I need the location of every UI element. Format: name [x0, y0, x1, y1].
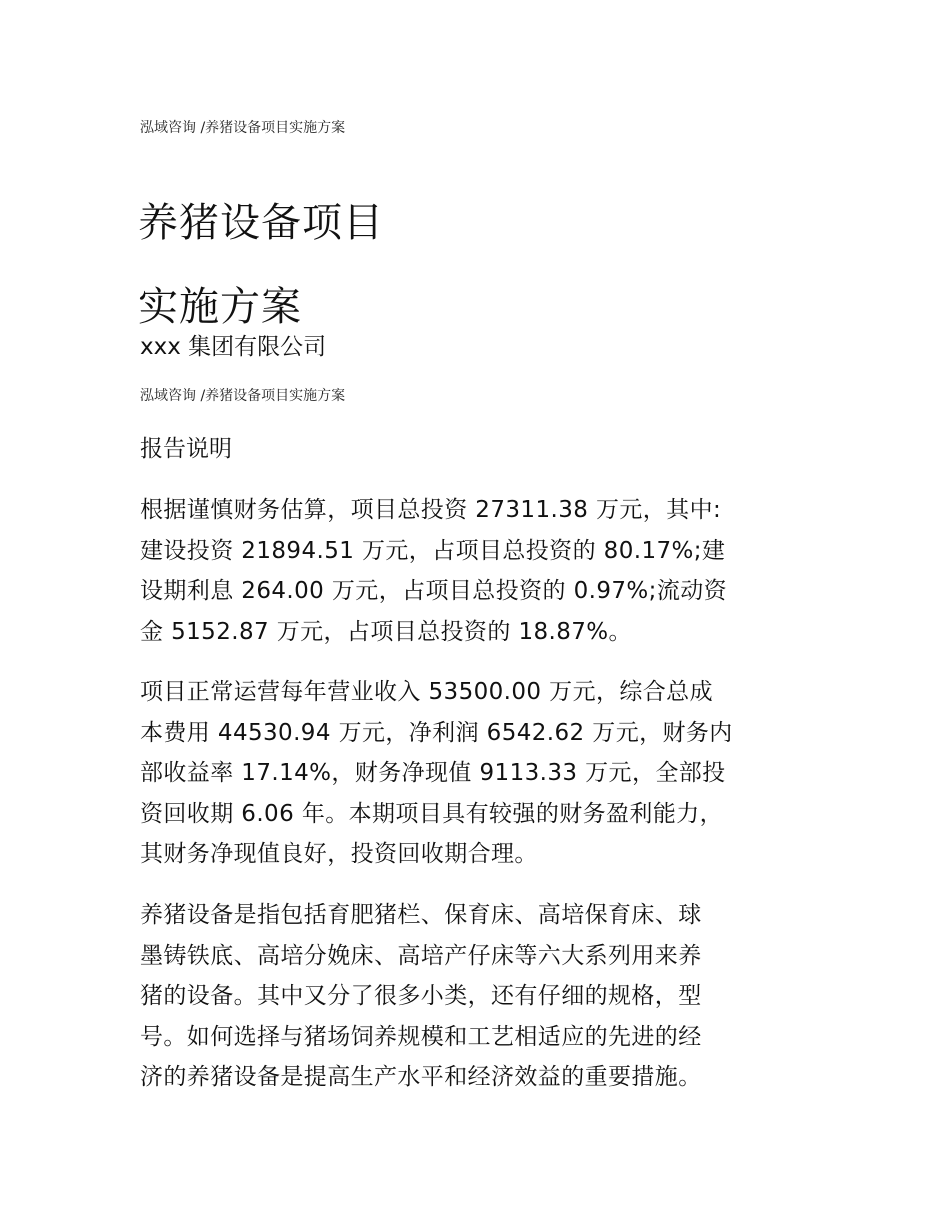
paragraph-line: 金 5152.87 万元，占项目总投资的 18.87%。 [140, 618, 632, 645]
paragraph-line: 济的养猪设备是提高生产水平和经济效益的重要措施。 [140, 1064, 702, 1090]
company-name: xxx 集团有限公司 [140, 334, 327, 360]
paragraph-line: 建设投资 21894.51 万元，占项目总投资的 80.17%;建 [140, 537, 726, 564]
paragraph-line: 项目正常运营每年营业收入 53500.00 万元，综合总成 [140, 679, 713, 705]
paragraph-line: 设期利息 264.00 万元，占项目总投资的 0.97%;流动资 [140, 578, 728, 604]
paragraph-line: 猪的设备。其中又分了很多小类，还有仔细的规格，型 [140, 983, 702, 1009]
document-title-line-1: 养猪设备项目 [138, 199, 384, 246]
paragraph-equipment-description [140, 895, 810, 1098]
paragraph-line: 根据谨慎财务估算，项目总投资 27311.38 万元，其中: [140, 497, 722, 523]
paragraph-line: 部收益率 17.14%，财务净现值 9113.33 万元，全部投 [140, 760, 726, 786]
paragraph-line: 其财务净现值良好，投资回收期合理。 [140, 841, 538, 867]
page-header-breadcrumb-repeat: 泓域咨询 /养猪设备项目实施方案 [140, 388, 346, 404]
paragraph-line: 资回收期 6.06 年。本期项目具有较强的财务盈利能力， [140, 800, 724, 827]
paragraph-investment-estimate [140, 490, 810, 652]
paragraph-line: 本费用 44530.94 万元，净利润 6542.62 万元，财务内 [140, 719, 733, 746]
paragraph-line: 墨铸铁底、高培分娩床、高培产仔床等六大系列用来养 [140, 942, 702, 969]
paragraph-operating-revenue [140, 672, 810, 875]
paragraph-line: 养猪设备是指包括育肥猪栏、保育床、高培保育床、球 [140, 902, 702, 928]
paragraph-line: 号。如何选择与猪场饲养规模和工艺相适应的先进的经 [140, 1023, 702, 1050]
document-title-line-2: 实施方案 [138, 283, 302, 330]
section-heading-report-notes: 报告说明 [140, 436, 232, 462]
page-header-breadcrumb: 泓域咨询 /养猪设备项目实施方案 [140, 120, 346, 136]
